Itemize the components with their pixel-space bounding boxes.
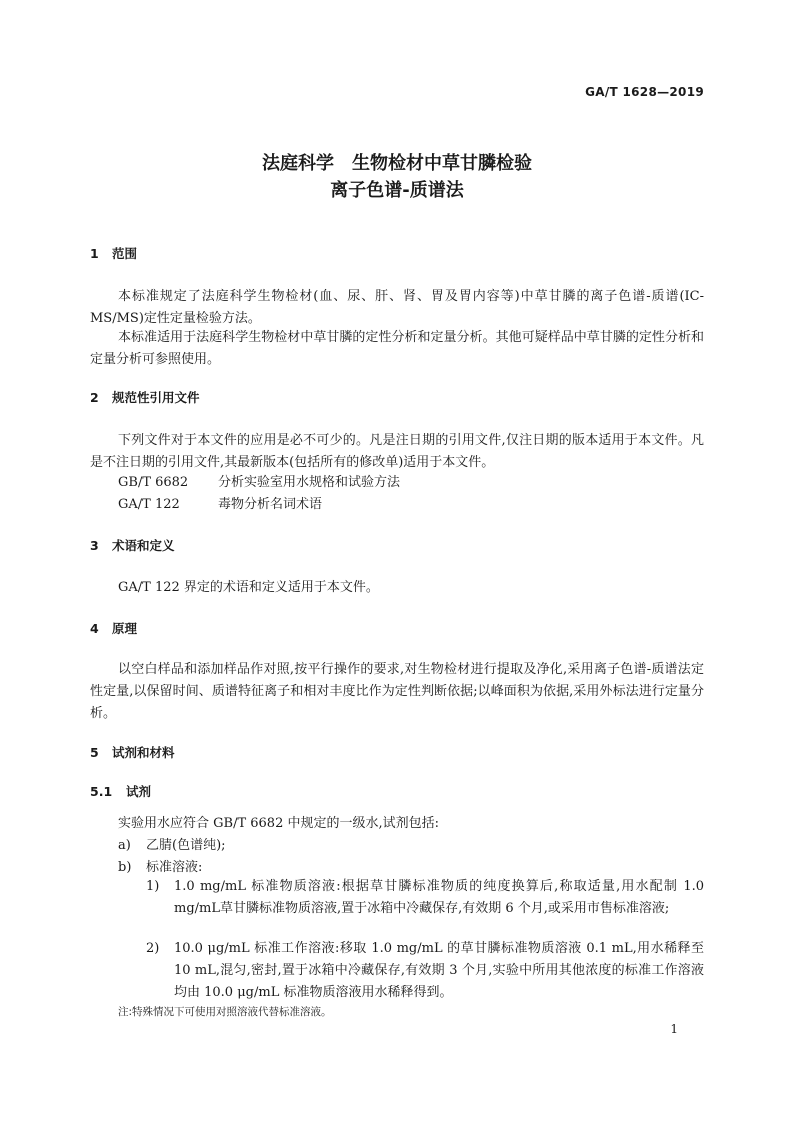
reference-item xyxy=(118,494,322,516)
section-title: 原理 xyxy=(112,621,138,636)
section-number: 5 xyxy=(90,745,99,760)
reference-item xyxy=(118,472,400,494)
section-title: 试剂和材料 xyxy=(112,745,175,760)
subsection-title: 试剂 xyxy=(126,784,152,799)
sub-list-item xyxy=(146,876,704,920)
section-heading-reagents-materials xyxy=(90,743,175,763)
document-title-line1: 法庭科学 生物检材中草甘膦检验 xyxy=(262,153,532,174)
sub-list-item xyxy=(146,938,704,1004)
reference-code: GA/T 122 xyxy=(118,497,180,512)
document-title-line2: 离子色谱-质谱法 xyxy=(330,180,464,201)
paragraph-principle: 以空白样品和添加样品作对照,按平行操作的要求,对生物检材进行提取及净化,采用离子色谱-质谱法定性定量,以保留时间、质谱特征离子和相对丰度比作为定性判断依据;以峰面积为依据,采用外标法进行定量分析。 xyxy=(90,662,704,721)
list-label: 2) xyxy=(146,941,160,956)
reference-code: GB/T 6682 xyxy=(118,475,189,490)
section-heading-principle xyxy=(90,619,137,639)
section-heading-scope xyxy=(90,244,137,264)
list-item xyxy=(118,835,226,857)
section-number: 2 xyxy=(90,390,99,405)
paragraph-references: 下列文件对于本文件的应用是必不可少的。凡是注日期的引用文件,仅注日期的版本适用于本文件。凡是不注日期的引用文件,其最新版本(包括所有的修改单)适用于本文件。 xyxy=(90,433,704,470)
subsection-heading-reagents xyxy=(90,782,151,802)
note: 注:特殊情况下可使用对照溶液代替标准溶液。 xyxy=(118,1006,332,1018)
paragraph-terms: GA/T 122 界定的术语和定义适用于本文件。 xyxy=(118,580,379,595)
paragraph-scope-1: 本标准规定了法庭科学生物检材(血、尿、肝、肾、胃及胃内容等)中草甘膦的离子色谱-质谱(IC-MS/MS)定性定量检验方法。 xyxy=(90,289,704,326)
section-heading-terms xyxy=(90,536,175,556)
paragraph-scope-2: 本标准适用于法庭科学生物检材中草甘膦的定性分析和定量分析。其他可疑样品中草甘膦的定性分析和定量分析可参照使用。 xyxy=(90,330,704,367)
list-label: b) xyxy=(118,860,132,875)
list-text: 乙腈(色谱纯); xyxy=(146,838,226,853)
section-number: 3 xyxy=(90,538,99,553)
list-text: 标准溶液: xyxy=(146,860,203,875)
page-number: 1 xyxy=(670,1022,678,1036)
section-heading-normative-references xyxy=(90,388,200,408)
list-text: 1.0 mg/mL 标准物质溶液:根据草甘膦标准物质的纯度换算后,称取适量,用水配制 1.0 mg/mL草甘膦标准物质溶液,置于冰箱中冷藏保存,有效期 6 个月,或采用市售标准溶液; xyxy=(174,879,704,916)
section-number: 1 xyxy=(90,246,99,261)
subsection-number: 5.1 xyxy=(90,784,113,799)
list-text: 10.0 μg/mL 标准工作溶液:移取 1.0 mg/mL 的草甘膦标准物质溶液 0.1 mL,用水稀释至 10 mL,混匀,密封,置于冰箱中冷藏保存,有效期 3 个月,实验中所用其他浓度的标准工作溶液均由 10.0 μg/mL 标准物质溶液用水稀释得到。 xyxy=(174,941,704,1000)
reagents-intro: 实验用水应符合 GB/T 6682 中规定的一级水,试剂包括: xyxy=(118,816,439,831)
list-label: a) xyxy=(118,838,131,853)
section-title: 规范性引用文件 xyxy=(112,390,200,405)
reference-title: 毒物分析名词术语 xyxy=(218,497,323,512)
reference-title: 分析实验室用水规格和试验方法 xyxy=(218,475,401,490)
list-label: 1) xyxy=(146,879,160,894)
standard-code: GA/T 1628—2019 xyxy=(585,85,704,99)
section-number: 4 xyxy=(90,621,99,636)
section-title: 术语和定义 xyxy=(112,538,175,553)
section-title: 范围 xyxy=(112,246,138,261)
